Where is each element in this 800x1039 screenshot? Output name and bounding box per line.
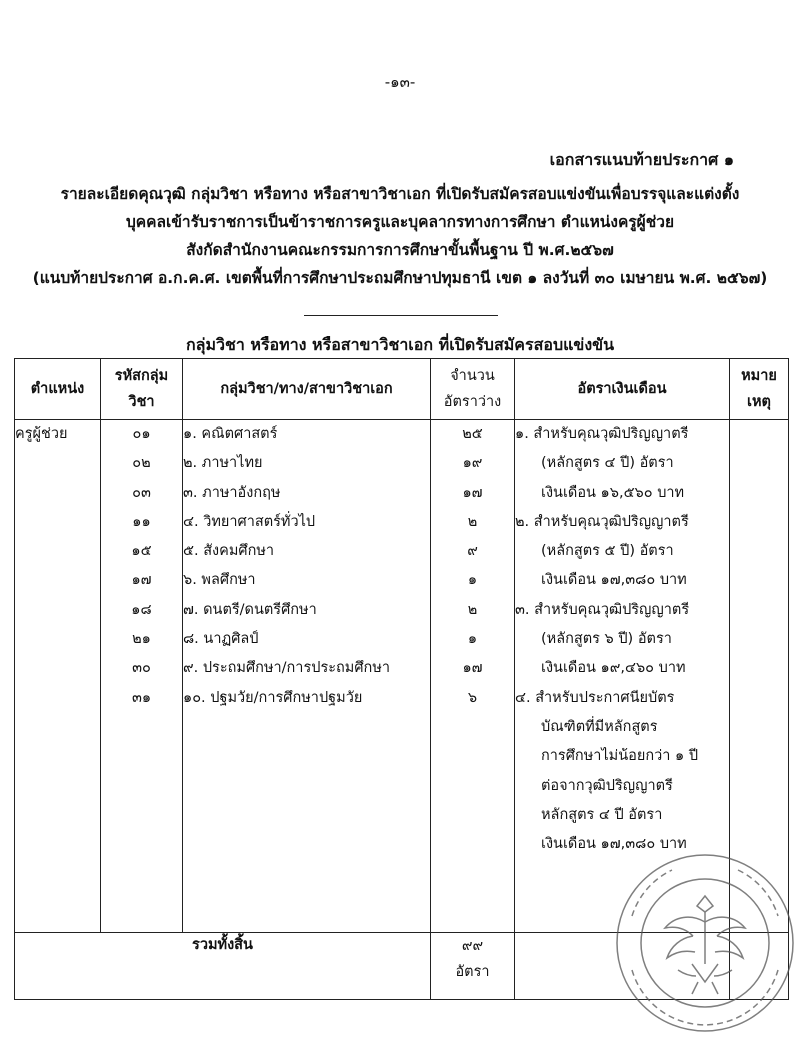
salary-line: การศึกษาไม่น้อยกว่า ๑ ปี xyxy=(541,748,699,765)
code-value: ๓๐ xyxy=(132,660,151,677)
code-value: ๐๒ xyxy=(132,455,151,472)
count-value: ๑ xyxy=(467,572,478,589)
salary-line: บัณฑิตที่มีหลักสูตร xyxy=(541,718,658,735)
header-position: ตำแหน่ง xyxy=(15,359,101,420)
header-code-line: รหัสกลุ่ม xyxy=(114,368,169,384)
header-count xyxy=(431,359,515,420)
header-code-line: วิชา xyxy=(128,394,155,410)
heading-line: (แนบท้ายประกาศ อ.ก.ค.ศ. เขตพื้นที่การศึกษาประถมศึกษาปทุมธานี เขต ๑ ลงวันที่ ๓๐ เมษายน พ.ศ. ๒๕๖๗) xyxy=(32,269,768,287)
count-value: ๒ xyxy=(467,513,478,530)
subject-value: ๗. ดนตรี/ดนตรีศึกษา xyxy=(183,601,317,618)
subject-value: ๑๐. ปฐมวัย/การศึกษาปฐมวัย xyxy=(183,689,363,706)
code-value: ๒๑ xyxy=(132,631,151,648)
header-subject: กลุ่มวิชา/ทาง/สาขาวิชาเอก xyxy=(183,359,431,420)
salary-line: (หลักสูตร ๔ ปี) อัตรา xyxy=(541,455,674,472)
total-count: ๙๙ xyxy=(461,938,484,954)
code-value: ๑๗ xyxy=(131,572,152,589)
subject-value: ๒. ภาษาไทย xyxy=(183,455,263,472)
table-caption: กลุ่มวิชา หรือทาง หรือสาขาวิชาเอก ที่เปิดรับสมัครสอบแข่งขัน xyxy=(185,335,615,354)
count-value: ๙ xyxy=(467,543,478,560)
code-value: ๑๕ xyxy=(131,543,152,560)
subject-value: ๕. สังคมศึกษา xyxy=(183,543,275,560)
salary-line: หลักสูตร ๔ ปี อัตรา xyxy=(541,806,663,823)
count-value: ๒๕ xyxy=(462,426,483,442)
document-heading xyxy=(20,180,780,292)
count-value: ๑๗ xyxy=(462,484,483,501)
header-count-line: จำนวน xyxy=(450,368,495,384)
subject-value: ๓. ภาษาอังกฤษ xyxy=(183,484,281,501)
header-note xyxy=(730,359,789,420)
salary-line: ๑. สำหรับคุณวุฒิปริญญาตรี xyxy=(515,426,689,442)
table-header-row xyxy=(15,359,789,420)
salary-line: ต่อจากวุฒิปริญญาตรี xyxy=(541,777,673,794)
header-note-line: หมาย xyxy=(741,368,777,384)
total-count-cell xyxy=(431,933,515,1000)
subject-value: ๔. วิทยาศาสตร์ทั่วไป xyxy=(183,513,316,530)
subject-value: ๘. นาฏศิลป์ xyxy=(183,631,259,648)
subject-value: ๙. ประถมศึกษา/การประถมศึกษา xyxy=(183,660,391,677)
heading-line: บุคคลเข้ารับราชการเป็นข้าราชการครูและบุคลากรทางการศึกษา ตำแหน่งครูผู้ช่วย xyxy=(125,213,675,231)
code-value: ๑๘ xyxy=(131,601,152,618)
salary-line: เงินเดือน ๑๗,๓๘๐ บาท xyxy=(541,572,687,589)
count-value: ๑ xyxy=(467,631,478,648)
total-unit: อัตรา xyxy=(455,964,490,980)
header-salary: อัตราเงินเดือน xyxy=(515,359,730,420)
header-code xyxy=(101,359,183,420)
divider xyxy=(304,315,498,316)
count-value: ๖ xyxy=(467,689,478,706)
code-value: ๓๑ xyxy=(131,689,152,706)
salary-line: ๒. สำหรับคุณวุฒิปริญญาตรี xyxy=(515,513,689,530)
count-value: ๒ xyxy=(467,601,478,618)
code-value: ๐๓ xyxy=(132,484,151,501)
salary-line: เงินเดือน ๑๙,๔๖๐ บาท xyxy=(541,660,686,677)
total-label: รวมทั้งสิ้น xyxy=(15,933,431,1000)
salary-line: (หลักสูตร ๖ ปี) อัตรา xyxy=(541,631,672,648)
code-value: ๐๑ xyxy=(132,426,151,442)
salary-line: ๔. สำหรับประกาศนียบัตร xyxy=(515,689,675,706)
code-value: ๑๑ xyxy=(132,513,151,530)
salary-line: เงินเดือน ๑๖,๕๖๐ บาท xyxy=(541,484,685,501)
code-cell xyxy=(101,420,183,933)
subject-cell xyxy=(183,420,431,933)
salary-line: ๓. สำหรับคุณวุฒิปริญญาตรี xyxy=(515,601,690,618)
position-cell xyxy=(15,420,101,933)
count-value: ๑๗ xyxy=(462,660,483,677)
header-count-line: อัตราว่าง xyxy=(443,394,502,410)
header-note-line: เหตุ xyxy=(747,394,771,410)
count-value: ๑๙ xyxy=(462,455,483,472)
official-seal-icon xyxy=(612,850,798,1036)
subject-value: ๑. คณิตศาสตร์ xyxy=(183,426,278,442)
attachment-label: เอกสารแนบท้ายประกาศ ๑ xyxy=(549,150,734,169)
position-value: ครูผู้ช่วย xyxy=(15,426,68,442)
count-cell xyxy=(431,420,515,933)
page-number: -๑๓- xyxy=(384,73,416,91)
heading-line: รายละเอียดคุณวุฒิ กลุ่มวิชา หรือทาง หรือสาขาวิชาเอก ที่เปิดรับสมัครสอบแข่งขันเพื่อบรรจุและแต่งตั้ง xyxy=(60,185,740,203)
heading-line: สังกัดสำนักงานคณะกรรมการการศึกษาขั้นพื้นฐาน ปี พ.ศ.๒๕๖๗ xyxy=(186,241,614,259)
salary-line: เงินเดือน ๑๗,๓๘๐ บาท xyxy=(541,836,687,853)
subject-value: ๖. พลศึกษา xyxy=(183,572,256,589)
salary-line: (หลักสูตร ๕ ปี) อัตรา xyxy=(541,543,674,560)
